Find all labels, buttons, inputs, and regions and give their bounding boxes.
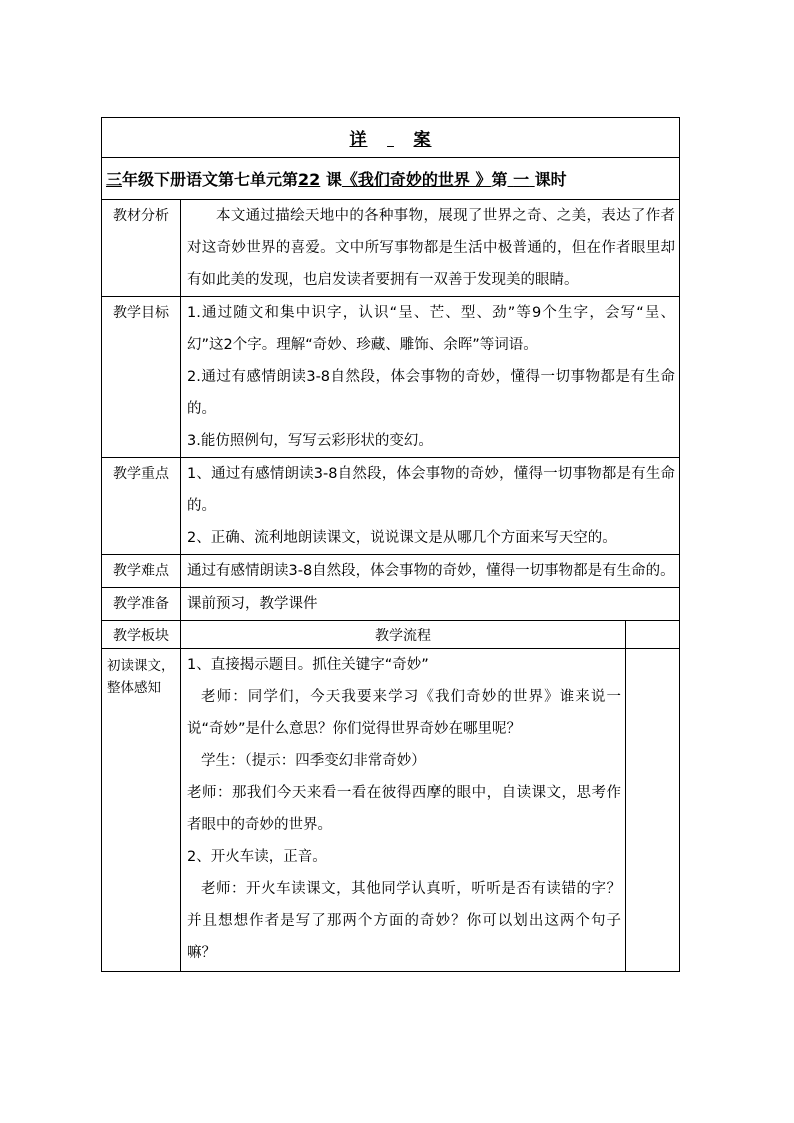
title-part-2: 案	[413, 130, 432, 150]
flow-col2-header: 教学流程	[181, 621, 626, 649]
flow-notes-cell	[626, 649, 680, 972]
lesson-number: 22	[298, 170, 321, 189]
lesson-title: 《我们奇妙的世界 》	[341, 170, 492, 189]
flow-col3-header	[626, 621, 680, 649]
subtitle-text-3: 第	[491, 170, 508, 189]
preparation-label: 教学准备	[102, 588, 181, 621]
title-gap	[368, 130, 414, 150]
period-number: 一	[513, 170, 530, 189]
difficulty-content	[181, 555, 680, 588]
page-title	[102, 118, 680, 158]
subtitle-text-4: 课时	[534, 170, 567, 189]
flow-line: 1、直接揭示题目。抓住关键字“奇妙”	[187, 657, 429, 673]
analysis-text: 本文通过描绘天地中的各种事物，展现了世界之奇、之美，表达了作者对这奇妙世界的喜爱。文中所写事物都是生活中极普通的，但在作者眼里却有如此美的发现，也启发读者要拥有一双善于发现美的眼睛。	[187, 208, 676, 288]
flow-content	[181, 649, 626, 972]
flow-line: 2、开火车读，正音。	[187, 849, 327, 865]
key-point-item: 1、通过有感情朗读3-8自然段，体会事物的奇妙，懂得一切事物都是有生命的。	[187, 466, 676, 514]
flow-section-label: 初读课文，整体感知	[102, 649, 181, 972]
flow-line: 老师：开火车读课文，其他同学认真听，听听是否有读错的字？并且想想作者是写了那两个方面的奇妙？你可以划出这两个句子嘛？	[187, 881, 621, 961]
key-points-content	[181, 458, 680, 555]
key-points-label: 教学重点	[102, 458, 181, 555]
grade: 三	[106, 170, 123, 189]
lesson-subtitle	[102, 158, 680, 200]
flow-col1-header: 教学板块	[102, 621, 181, 649]
difficulty-label: 教学难点	[102, 555, 181, 588]
flow-line: 老师：同学们，今天我要来学习《我们奇妙的世界》谁来说一说“奇妙”是什么意思？你们觉得世界奇妙在哪里呢？	[187, 689, 621, 737]
title-part-1: 详	[349, 130, 368, 150]
goals-content	[181, 297, 680, 458]
analysis-content	[181, 200, 680, 297]
preparation-text: 课前预习，教学课件	[187, 596, 318, 612]
difficulty-text: 通过有感情朗读3-8自然段，体会事物的奇妙，懂得一切事物都是有生命的。	[187, 563, 675, 579]
goal-item: 2.通过有感情朗读3-8自然段，体会事物的奇妙，懂得一切事物都是有生命的。	[187, 369, 676, 417]
key-point-item: 2、正确、流利地朗读课文，说说课文是从哪几个方面来写天空的。	[187, 530, 617, 546]
goals-label: 教学目标	[102, 297, 181, 458]
goal-item: 1.通过随文和集中识字，认识“呈、芒、型、劲”等9个生字，会写“呈、幻”这2个字。理解“奇妙、珍藏、雕饰、余晖”等词语。	[187, 305, 676, 353]
preparation-content	[181, 588, 680, 621]
goal-item: 3.能仿照例句，写写云彩形状的变幻。	[187, 433, 433, 449]
subtitle-text-2: 课	[325, 170, 342, 189]
subtitle-text-1: 年级下册语文第七单元第	[122, 170, 299, 189]
flow-line: 老师：那我们今天来看一看在彼得西摩的眼中，自读课文，思考作者眼中的奇妙的世界。	[187, 785, 621, 833]
flow-line: 学生：（提示：四季变幻非常奇妙）	[201, 753, 426, 769]
analysis-label: 教材分析	[102, 200, 181, 297]
lesson-plan-table	[101, 117, 680, 972]
